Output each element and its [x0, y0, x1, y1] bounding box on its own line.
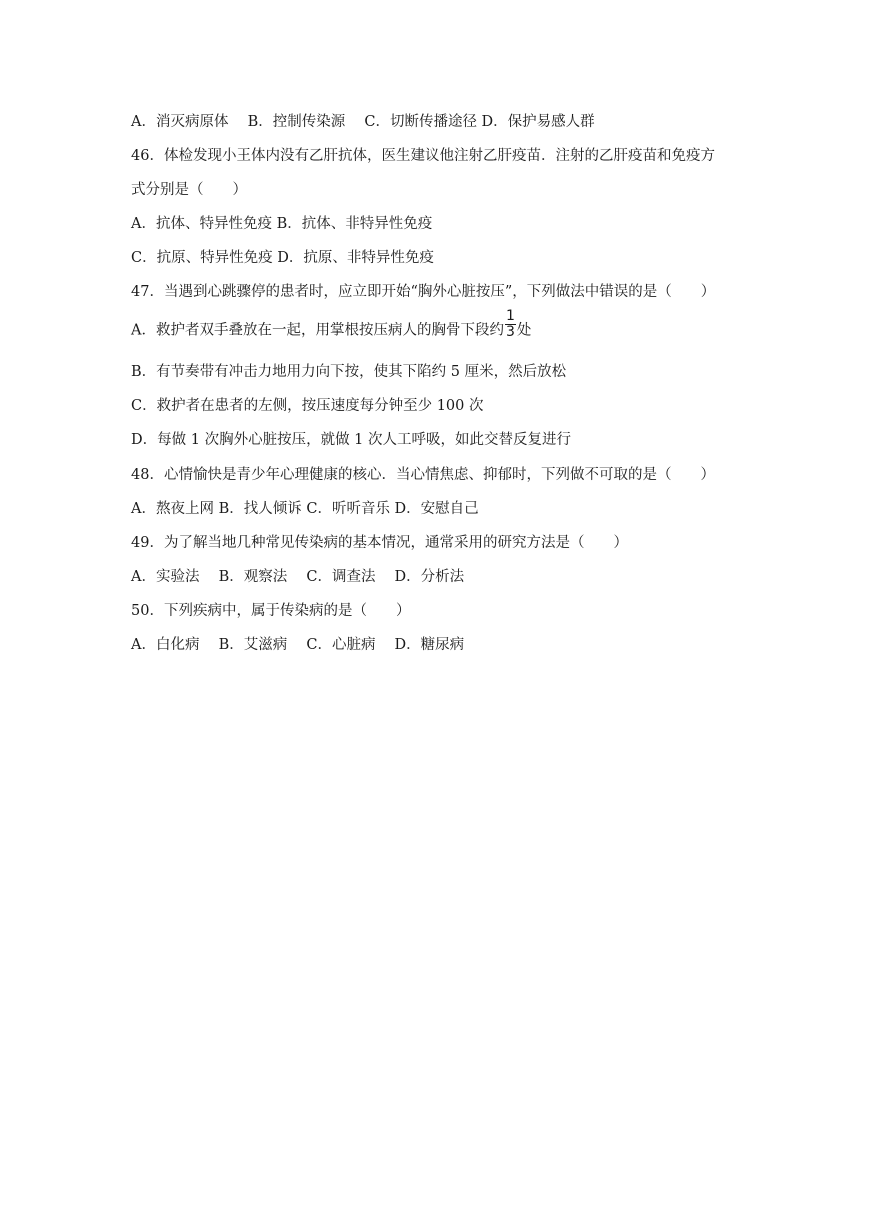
q49-options: A．实验法 B．观察法 C．调查法 D．分析法	[131, 569, 465, 585]
q46-stem-line1: 46．体检发现小王体内没有乙肝抗体，医生建议他注射乙肝疫苗．注射的乙肝疫苗和免疫方	[131, 148, 715, 164]
fraction-numerator: 1	[505, 308, 515, 324]
q50-stem: 50．下列疾病中，属于传染病的是（ ）	[131, 603, 411, 619]
q49-stem: 49．为了解当地几种常见传染病的基本情况，通常采用的研究方法是（ ）	[131, 535, 628, 551]
q47-option-b: B．有节奏带有冲击力地用力向下按，使其下陷约 5 厘米，然后放松	[131, 364, 567, 380]
q47-option-c: C．救护者在患者的左侧，按压速度每分钟至少 100 次	[131, 398, 484, 414]
q47-option-a-suffix: 处	[516, 322, 532, 339]
q46-options-line2: C．抗原、特异性免疫 D．抗原、非特异性免疫	[131, 250, 434, 266]
q47-option-d: D．每做 1 次胸外心脏按压，就做 1 次人工呼吸，如此交替反复进行	[131, 432, 572, 448]
fraction-one-third	[505, 309, 516, 340]
q46-stem-line2: 式分别是（ ）	[131, 182, 247, 198]
q47-option-a-text: A．救护者双手叠放在一起，用掌根按压病人的胸骨下段约	[131, 322, 504, 339]
q46-options-line1: A．抗体、特异性免疫 B．抗体、非特异性免疫	[131, 216, 433, 232]
q45-options: A．消灭病原体 B．控制传染源 C．切断传播途径 D．保护易感人群	[131, 114, 595, 130]
q47-option-a	[131, 308, 532, 341]
q50-options: A．白化病 B．艾滋病 C．心脏病 D．糖尿病	[131, 637, 465, 653]
q48-stem: 48．心情愉快是青少年心理健康的核心．当心情焦虑、抑郁时，下列做不可取的是（ ）	[131, 467, 715, 483]
q47-stem: 47．当遇到心跳骤停的患者时，应立即开始“胸外心脏按压”，下列做法中错误的是（ ）	[131, 284, 716, 300]
q48-options: A．熬夜上网 B．找人倾诉 C．听听音乐 D．安慰自己	[131, 501, 479, 517]
fraction-denominator: 3	[505, 324, 515, 340]
